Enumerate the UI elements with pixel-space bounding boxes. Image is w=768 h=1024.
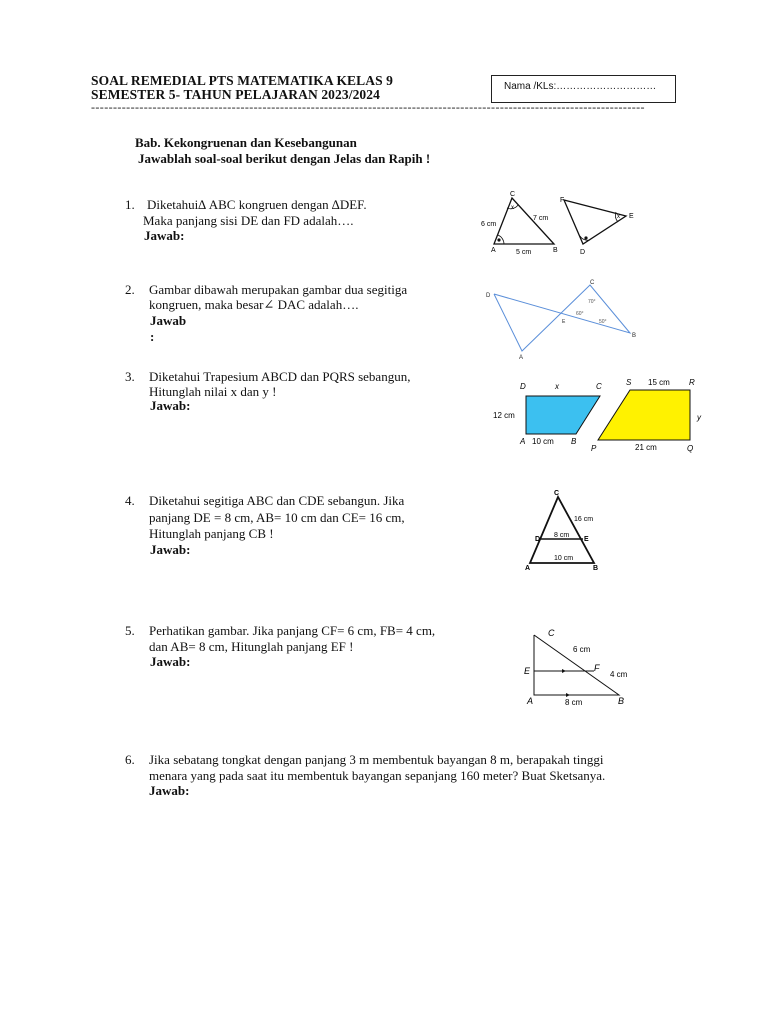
label-sr: 15 cm bbox=[648, 378, 670, 387]
label-ac: 6 cm bbox=[481, 221, 497, 228]
label-x: x bbox=[555, 382, 559, 391]
angle-50: 50° bbox=[599, 319, 607, 325]
answer-label: Jawab: bbox=[149, 783, 190, 798]
question-text-line: Hitunglah nilai x dan y ! bbox=[149, 384, 277, 399]
label-e: E bbox=[524, 666, 531, 676]
figure-crossed-triangles bbox=[482, 278, 642, 360]
figure-congruent-triangles bbox=[478, 188, 643, 260]
header-separator: ------------------------------------------------------------------------------------------------------------------------------ bbox=[91, 101, 645, 113]
question-text-line: Jika sebatang tongkat dengan panjang 3 m membentuk bayangan 8 m, berapakah tinggi bbox=[149, 752, 604, 767]
question-text-line: Gambar dibawah merupakan gambar dua segitiga bbox=[149, 282, 408, 297]
angle-mark-x: x bbox=[511, 205, 514, 211]
label-c: C bbox=[596, 382, 602, 391]
label-c: C bbox=[510, 191, 516, 198]
label-e: E bbox=[562, 319, 566, 325]
question-text-line: Diketahui∆ ABC kongruen dengan ∆DEF. bbox=[147, 197, 367, 212]
label-de: 8 cm bbox=[554, 532, 570, 539]
label-d: D bbox=[520, 382, 526, 391]
answer-label: Jawab : bbox=[150, 313, 187, 344]
label-b: B bbox=[593, 565, 599, 572]
label-bc: 7 cm bbox=[533, 215, 549, 222]
label-d: D bbox=[486, 293, 491, 299]
label-a: A bbox=[525, 565, 531, 572]
question-text-line: Diketahui Trapesium ABCD dan PQRS sebangun, bbox=[149, 369, 411, 384]
answer-label: Jawab: bbox=[150, 654, 191, 669]
label-ab: 8 cm bbox=[565, 698, 583, 707]
angle-60: 60° bbox=[576, 311, 584, 317]
question-number: 4. bbox=[125, 493, 135, 508]
label-a: A bbox=[491, 247, 496, 254]
label-b: B bbox=[553, 247, 558, 254]
label-pq: 21 cm bbox=[635, 443, 657, 452]
label-p: P bbox=[591, 444, 597, 453]
answer-label: Jawab: bbox=[144, 228, 185, 243]
name-class-box: Nama /KLs:………………………… bbox=[491, 75, 676, 103]
answer-label: Jawab: bbox=[150, 542, 191, 557]
question-text-line: menara yang pada saat itu membentuk bayangan sepanjang 160 meter? Buat Sketsanya. bbox=[149, 768, 606, 783]
label-d: D bbox=[535, 536, 541, 543]
question-number: 6. bbox=[125, 752, 135, 767]
label-b: B bbox=[571, 437, 577, 446]
label-q: Q bbox=[687, 444, 694, 453]
question-text-line: Perhatikan gambar. Jika panjang CF= 6 cm, FB= 4 cm, bbox=[149, 623, 436, 638]
angle-70: 70° bbox=[588, 299, 596, 305]
label-cf: 6 cm bbox=[573, 645, 591, 654]
question-text-line: kongruen, maka besar∠ DAC adalah…. bbox=[149, 297, 359, 312]
answer-label: Jawab: bbox=[150, 398, 191, 413]
label-ab: 10 cm bbox=[532, 437, 554, 446]
question-number: 5. bbox=[125, 623, 135, 638]
exam-title-line2: SEMESTER 5- TAHUN PELAJARAN 2023/2024 bbox=[91, 87, 380, 102]
question-text-line: Diketahui segitiga ABC dan CDE sebangun. Jika bbox=[149, 493, 405, 508]
label-fb: 4 cm bbox=[610, 670, 628, 679]
label-r: R bbox=[689, 378, 695, 387]
label-f: F bbox=[594, 663, 600, 673]
question-text-line: dan AB= 8 cm, Hitunglah panjang EF ! bbox=[149, 639, 354, 654]
label-a: A bbox=[519, 355, 524, 360]
label-a: A bbox=[520, 437, 526, 446]
label-b: B bbox=[632, 333, 637, 339]
question-number: 3. bbox=[125, 369, 135, 384]
exam-title-line1: SOAL REMEDIAL PTS MATEMATIKA KELAS 9 bbox=[91, 73, 394, 88]
label-ab: 5 cm bbox=[516, 249, 532, 256]
label-s: S bbox=[626, 378, 632, 387]
label-f: F bbox=[560, 197, 565, 204]
label-b: B bbox=[618, 696, 625, 706]
label-c: C bbox=[548, 628, 555, 638]
label-c: C bbox=[554, 490, 560, 497]
question-text-line: Maka panjang sisi DE dan FD adalah…. bbox=[143, 213, 354, 228]
question-text-line: panjang DE = 8 cm, AB= 10 cm dan CE= 16 cm, bbox=[149, 510, 405, 525]
label-ce: 16 cm bbox=[574, 516, 594, 523]
label-d: D bbox=[580, 249, 586, 256]
label-e: E bbox=[629, 213, 634, 220]
label-ad: 12 cm bbox=[493, 411, 515, 420]
figure-similar-triangles-de bbox=[520, 487, 605, 573]
figure-similar-trapezoids bbox=[490, 374, 715, 456]
figure-triangle-ef bbox=[522, 625, 637, 707]
angle-mark-x2: x bbox=[617, 214, 620, 220]
label-a: A bbox=[527, 696, 534, 706]
question-number: 1. bbox=[125, 197, 135, 212]
triangle-def bbox=[564, 200, 626, 244]
instruction-text: Jawablah soal-soal berikut dengan Jelas dan Rapih ! bbox=[138, 151, 431, 166]
question-number: 2. bbox=[125, 282, 135, 297]
question-text-line: Hitunglah panjang CB ! bbox=[149, 526, 274, 541]
chapter-title: Bab. Kekongruenan dan Kesebangunan bbox=[135, 135, 357, 150]
label-c: C bbox=[590, 280, 595, 286]
label-y: y bbox=[697, 413, 701, 422]
label-ab: 10 cm bbox=[554, 555, 574, 562]
label-e: E bbox=[584, 536, 589, 543]
